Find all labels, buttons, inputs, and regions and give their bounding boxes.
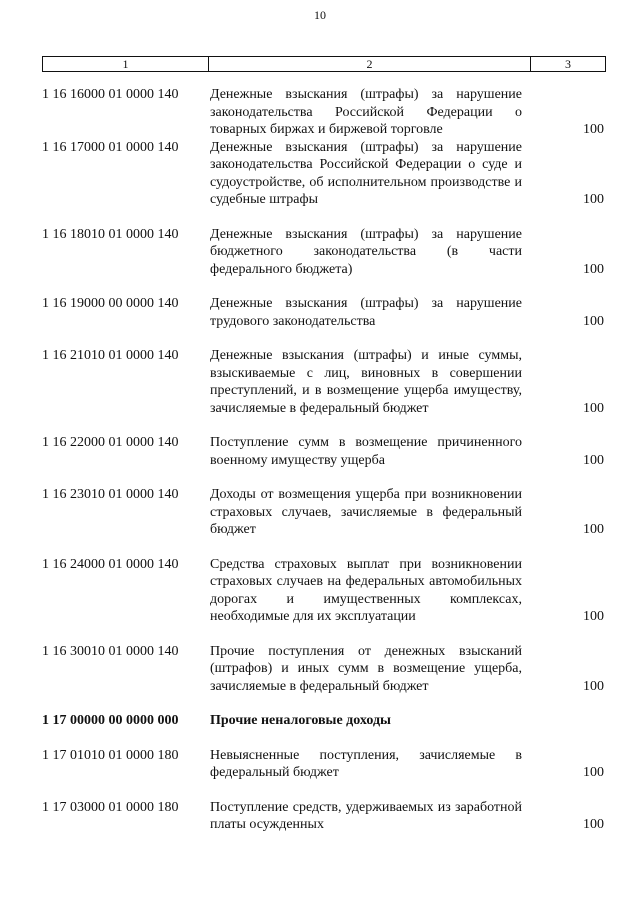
table-row xyxy=(42,434,604,469)
row-value xyxy=(522,434,604,469)
header-col-1: 1 xyxy=(43,57,209,71)
row-value-text: 100 xyxy=(583,522,604,537)
row-value xyxy=(522,347,604,417)
table-row xyxy=(42,347,604,417)
row-code: 1 16 30010 01 0000 140 xyxy=(42,643,179,659)
header-col-2: 2 xyxy=(209,57,531,71)
row-value xyxy=(522,86,604,139)
row-description: Денежные взыскания (штрафы) за нарушение законодательства Российской Федерации о суде и судоустройстве, об исполнительном производстве и судебные штрафы xyxy=(210,139,522,207)
row-code: 1 16 17000 01 0000 140 xyxy=(42,139,179,155)
row-code: 1 16 21010 01 0000 140 xyxy=(42,348,179,363)
row-code: 1 17 03000 01 0000 180 xyxy=(42,799,179,815)
table-row xyxy=(42,486,604,539)
row-description: Невыясненные поступления, зачисляемые в федеральный бюджет xyxy=(210,747,522,780)
row-code: 1 17 01010 01 0000 180 xyxy=(42,747,179,763)
row-value xyxy=(522,295,604,330)
row-code: 1 16 24000 01 0000 140 xyxy=(42,556,179,572)
row-value-text: 100 xyxy=(583,192,604,207)
row-value-text: 100 xyxy=(583,452,604,468)
row-description: Поступление средств, удерживаемых из заработной платы осужденных xyxy=(210,799,522,832)
row-code: 1 16 19000 00 0000 140 xyxy=(42,296,179,311)
row-value-text: 100 xyxy=(583,765,604,780)
header-col-3: 3 xyxy=(565,57,571,71)
row-value xyxy=(522,712,604,730)
table-header xyxy=(42,56,606,72)
row-value-text: 100 xyxy=(583,678,604,694)
row-code: 1 16 16000 01 0000 140 xyxy=(42,87,179,102)
row-code: 1 17 00000 00 0000 000 xyxy=(42,713,179,728)
row-value xyxy=(522,139,604,209)
row-value xyxy=(522,556,604,626)
row-description: Денежные взыскания (штрафы) за нарушение законодательства Российской Федерации о товарных биржах и биржевой торговле xyxy=(210,87,522,137)
table-body xyxy=(42,86,604,834)
row-value xyxy=(522,643,604,696)
table-row xyxy=(42,712,604,730)
row-description: Доходы от возмещения ущерба при возникновении страховых случаев, зачисляемые в федеральный бюджет xyxy=(210,487,522,537)
table-row xyxy=(42,747,604,782)
row-value xyxy=(522,799,604,834)
row-value-text: 100 xyxy=(583,261,604,277)
row-description: Прочие неналоговые доходы xyxy=(210,713,391,728)
table-row xyxy=(42,295,604,330)
row-value-text: 100 xyxy=(583,817,604,832)
row-value xyxy=(522,486,604,539)
row-code: 1 16 22000 01 0000 140 xyxy=(42,435,179,450)
table-row xyxy=(42,799,604,834)
row-value xyxy=(522,226,604,279)
page-number: 10 xyxy=(314,8,326,22)
row-code: 1 16 23010 01 0000 140 xyxy=(42,487,179,502)
row-code: 1 16 18010 01 0000 140 xyxy=(42,226,179,242)
table-row xyxy=(42,226,604,279)
table-row xyxy=(42,556,604,626)
row-value-text: 100 xyxy=(583,609,604,624)
row-description: Поступление сумм в возмещение причиненного военному имуществу ущерба xyxy=(210,435,522,468)
row-description: Денежные взыскания (штрафы) за нарушение трудового законодательства xyxy=(210,296,522,329)
table-row xyxy=(42,86,604,139)
table-row xyxy=(42,643,604,696)
row-description: Денежные взыскания (штрафы) за нарушение бюджетного законодательства (в части федерального бюджета) xyxy=(210,226,522,277)
row-value-text: 100 xyxy=(583,313,604,329)
row-value xyxy=(522,747,604,782)
row-value-text: 100 xyxy=(583,122,604,137)
row-description: Средства страховых выплат при возникновении страховых случаев на федеральных автомобильных дорогах и имущественных комплексах, необходимые для их эксплуатации xyxy=(210,556,522,624)
row-description: Прочие поступления от денежных взысканий (штрафов) и иных сумм в возмещение ущерба, зачисляемые в федеральный бюджет xyxy=(210,643,522,694)
table-row xyxy=(42,139,604,209)
row-description: Денежные взыскания (штрафы) и иные суммы, взыскиваемые с лиц, виновных в совершении преступлений, и в возмещение ущерба имуществу, зачисляемые в федеральный бюджет xyxy=(210,348,522,416)
row-value-text: 100 xyxy=(583,400,604,416)
